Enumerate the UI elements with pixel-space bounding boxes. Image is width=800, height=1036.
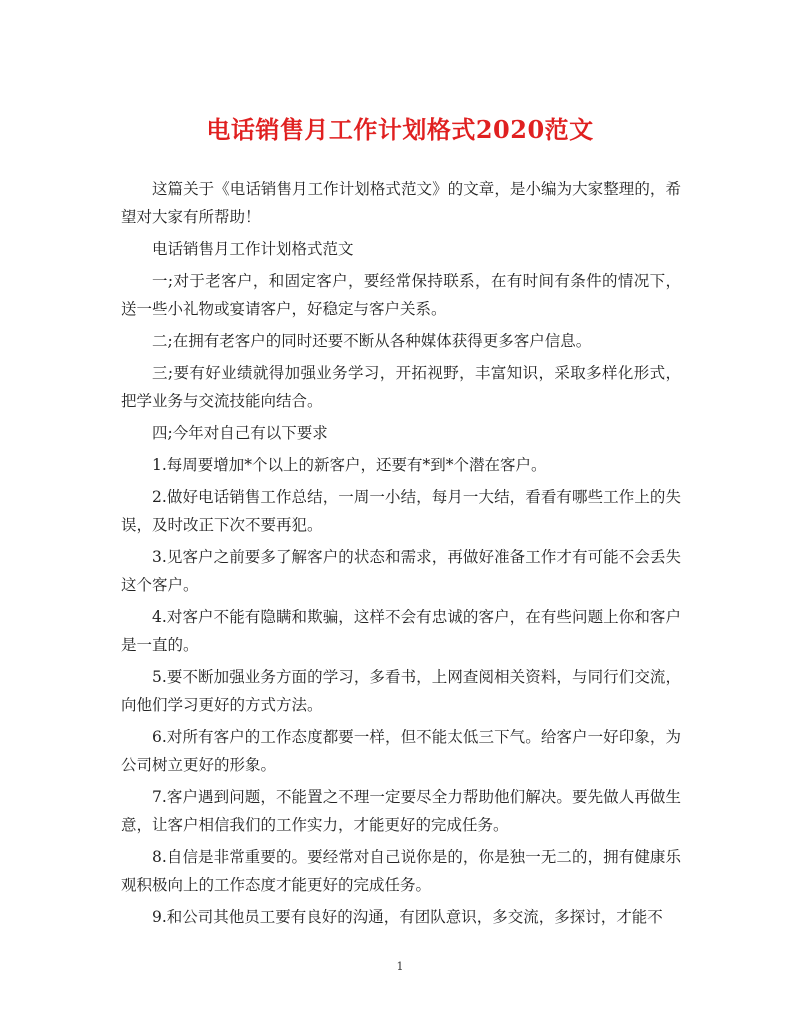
paragraph-item-3: 三;要有好业绩就得加强业务学习，开拓视野，丰富知识，采取多样化形式，把学业务与交流技能向结合。	[121, 364, 681, 410]
document-body	[121, 175, 681, 935]
page-title: 电话销售月工作计划格式2020范文	[206, 115, 594, 144]
requirement-8: 8.自信是非常重要的。要经常对自己说你是的，你是独一无二的，拥有健康乐观积极向上的工作态度才能更好的完成任务。	[121, 848, 681, 894]
paragraph-item-2: 二;在拥有老客户的同时还要不断从各种媒体获得更多客户信息。	[152, 332, 592, 350]
requirement-4: 4.对客户不能有隐瞒和欺骗，这样不会有忠诚的客户，在有些问题上你和客户是一直的。	[121, 608, 681, 654]
page-number: 1	[396, 960, 404, 973]
requirement-2: 2.做好电话销售工作总结，一周一小结，每月一大结，看看有哪些工作上的失误，及时改正下次不要再犯。	[121, 488, 681, 534]
requirement-1: 1.每周要增加*个以上的新客户，还要有*到*个潜在客户。	[152, 456, 547, 474]
requirement-9: 9.和公司其他员工要有良好的沟通，有团队意识，多交流，多探讨，才能不	[152, 908, 663, 926]
requirement-5: 5.要不断加强业务方面的学习，多看书，上网查阅相关资料，与同行们交流，向他们学习更好的方式方法。	[121, 668, 681, 714]
paragraph-item-1: 一;对于老客户，和固定客户，要经常保持联系，在有时间有条件的情况下，送一些小礼物或宴请客户，好稳定与客户关系。	[121, 272, 681, 318]
paragraph-item-4: 四;今年对自己有以下要求	[152, 424, 328, 442]
requirement-7: 7.客户遇到问题，不能置之不理一定要尽全力帮助他们解决。要先做人再做生意，让客户相信我们的工作实力，才能更好的完成任务。	[121, 788, 681, 834]
requirement-3: 3.见客户之前要多了解客户的状态和需求，再做好准备工作才有可能不会丢失这个客户。	[121, 548, 681, 594]
requirement-6: 6.对所有客户的工作态度都要一样，但不能太低三下气。给客户一好印象，为公司树立更好的形象。	[121, 728, 681, 774]
paragraph-subtitle: 电话销售月工作计划格式范文	[152, 240, 354, 258]
paragraph-intro: 这篇关于《电话销售月工作计划格式范文》的文章，是小编为大家整理的，希望对大家有所帮助！	[121, 180, 681, 226]
